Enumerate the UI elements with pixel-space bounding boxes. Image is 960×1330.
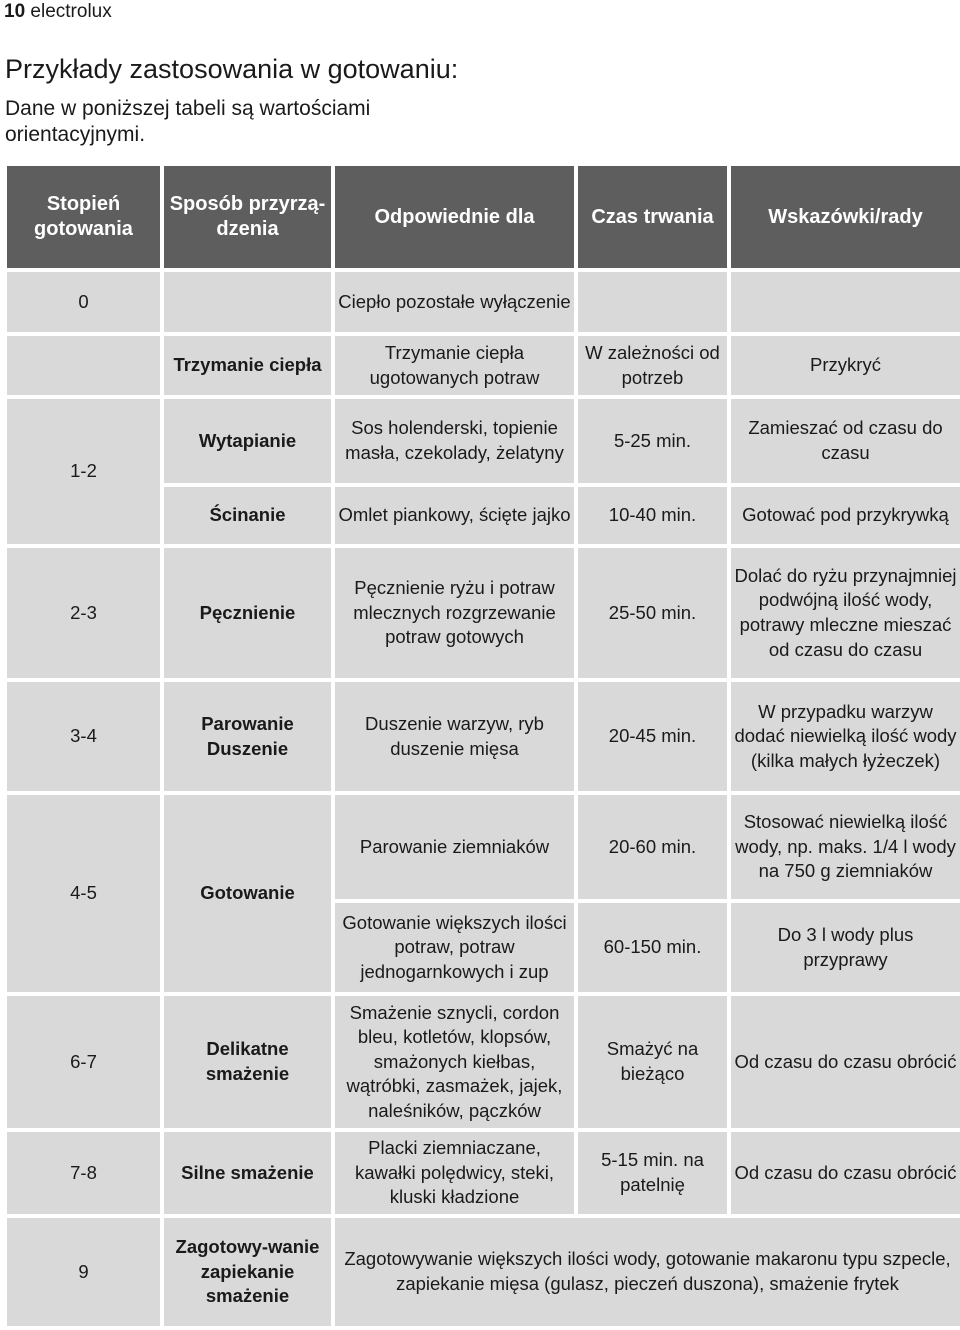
table-row <box>5 793 960 901</box>
suitable-cell: Parowanie ziemniaków <box>333 793 576 901</box>
level-cell: 9 <box>5 1216 162 1328</box>
time-cell: 20-45 min. <box>576 680 729 793</box>
suitable-cell: Smażenie sznycli, cordon bleu, kotletów, klopsów, smażonych kiełbas, wątróbki, zasmażek, jajek, naleśników, pączków <box>333 994 576 1130</box>
table-row <box>5 1130 960 1216</box>
table-row <box>5 680 960 793</box>
cooking-table <box>3 162 960 1330</box>
page-number: 10 <box>4 1 26 22</box>
table-row <box>5 397 960 485</box>
suitable-cell: Pęcznienie ryżu i potraw mlecznych rozgrzewanie potraw gotowych <box>333 546 576 680</box>
level-cell <box>5 334 162 397</box>
time-cell: 25-50 min. <box>576 546 729 680</box>
tips-cell <box>729 270 960 334</box>
method-cell: Wytapianie <box>162 397 333 485</box>
time-cell: 5-25 min. <box>576 397 729 485</box>
suitable-cell: Sos holenderski, topienie masła, czekolady, żelatyny <box>333 397 576 485</box>
table-row <box>5 270 960 334</box>
page-header <box>4 0 112 24</box>
header-tips: Wskazówki/rady <box>729 164 960 270</box>
header-suitable: Odpowiednie dla <box>333 164 576 270</box>
method-cell <box>162 270 333 334</box>
time-cell: 20-60 min. <box>576 793 729 901</box>
method-cell: Zagotowy-wanie zapiekanie smażenie <box>162 1216 333 1328</box>
brand-name: electrolux <box>30 1 112 22</box>
time-cell: W zależności od potrzeb <box>576 334 729 397</box>
time-cell: Smażyć na bieżąco <box>576 994 729 1130</box>
time-cell: 60-150 min. <box>576 901 729 994</box>
time-cell: 10-40 min. <box>576 485 729 546</box>
suitable-cell: Gotowanie większych ilości potraw, potraw jednogarnkowych i zup <box>333 901 576 994</box>
suitable-cell: Trzymanie ciepła ugotowanych potraw <box>333 334 576 397</box>
suitable-cell: Placki ziemniaczane, kawałki polędwicy, steki, kluski kładzione <box>333 1130 576 1216</box>
table-row <box>5 546 960 680</box>
suitable-cell: Omlet piankowy, ścięte jajko <box>333 485 576 546</box>
method-cell: Pęcznienie <box>162 546 333 680</box>
level-cell: 1-2 <box>5 397 162 546</box>
time-cell: 5-15 min. na patelnię <box>576 1130 729 1216</box>
tips-cell: Przykryć <box>729 334 960 397</box>
suitable-cell: Duszenie warzyw, ryb duszenie mięsa <box>333 680 576 793</box>
method-cell: Trzymanie ciepła <box>162 334 333 397</box>
table-row <box>5 994 960 1130</box>
level-cell: 0 <box>5 270 162 334</box>
header-level: Stopień gotowania <box>5 164 162 270</box>
table-row <box>5 334 960 397</box>
time-cell <box>576 270 729 334</box>
intro-text: Dane w poniższej tabeli są wartościami orientacyjnymi. <box>5 97 371 146</box>
header-method: Sposób przyrzą-dzenia <box>162 164 333 270</box>
tips-cell: Stosować niewielką ilość wody, np. maks. 1/4 l wody na 750 g ziemniaków <box>729 793 960 901</box>
tips-cell: Od czasu do czasu obrócić <box>729 994 960 1130</box>
method-cell: Silne smażenie <box>162 1130 333 1216</box>
level-cell: 2-3 <box>5 546 162 680</box>
method-cell: Parowanie Duszenie <box>162 680 333 793</box>
method-cell: Ścinanie <box>162 485 333 546</box>
page-title: Przykłady zastosowania w gotowaniu: <box>5 54 459 84</box>
table-header-row <box>5 164 960 270</box>
header-time: Czas trwania <box>576 164 729 270</box>
tips-cell: Zamieszać od czasu do czasu <box>729 397 960 485</box>
merged-description-cell: Zagotowywanie większych ilości wody, gotowanie makaronu typu szpecle, zapiekanie mięsa (gulasz, pieczeń duszona), smażenie frytek <box>333 1216 960 1328</box>
level-cell: 6-7 <box>5 994 162 1130</box>
method-cell: Delikatne smażenie <box>162 994 333 1130</box>
level-cell: 7-8 <box>5 1130 162 1216</box>
level-cell: 4-5 <box>5 793 162 994</box>
tips-cell: Od czasu do czasu obrócić <box>729 1130 960 1216</box>
table-row <box>5 1216 960 1328</box>
tips-cell: Do 3 l wody plus przyprawy <box>729 901 960 994</box>
tips-cell: Dolać do ryżu przynajmniej podwójną ilość wody, potrawy mleczne mieszać od czasu do czasu <box>729 546 960 680</box>
tips-cell: Gotować pod przykrywką <box>729 485 960 546</box>
tips-cell: W przypadku warzyw dodać niewielką ilość wody (kilka małych łyżeczek) <box>729 680 960 793</box>
level-cell: 3-4 <box>5 680 162 793</box>
method-cell: Gotowanie <box>162 793 333 994</box>
suitable-cell: Ciepło pozostałe wyłączenie <box>333 270 576 334</box>
